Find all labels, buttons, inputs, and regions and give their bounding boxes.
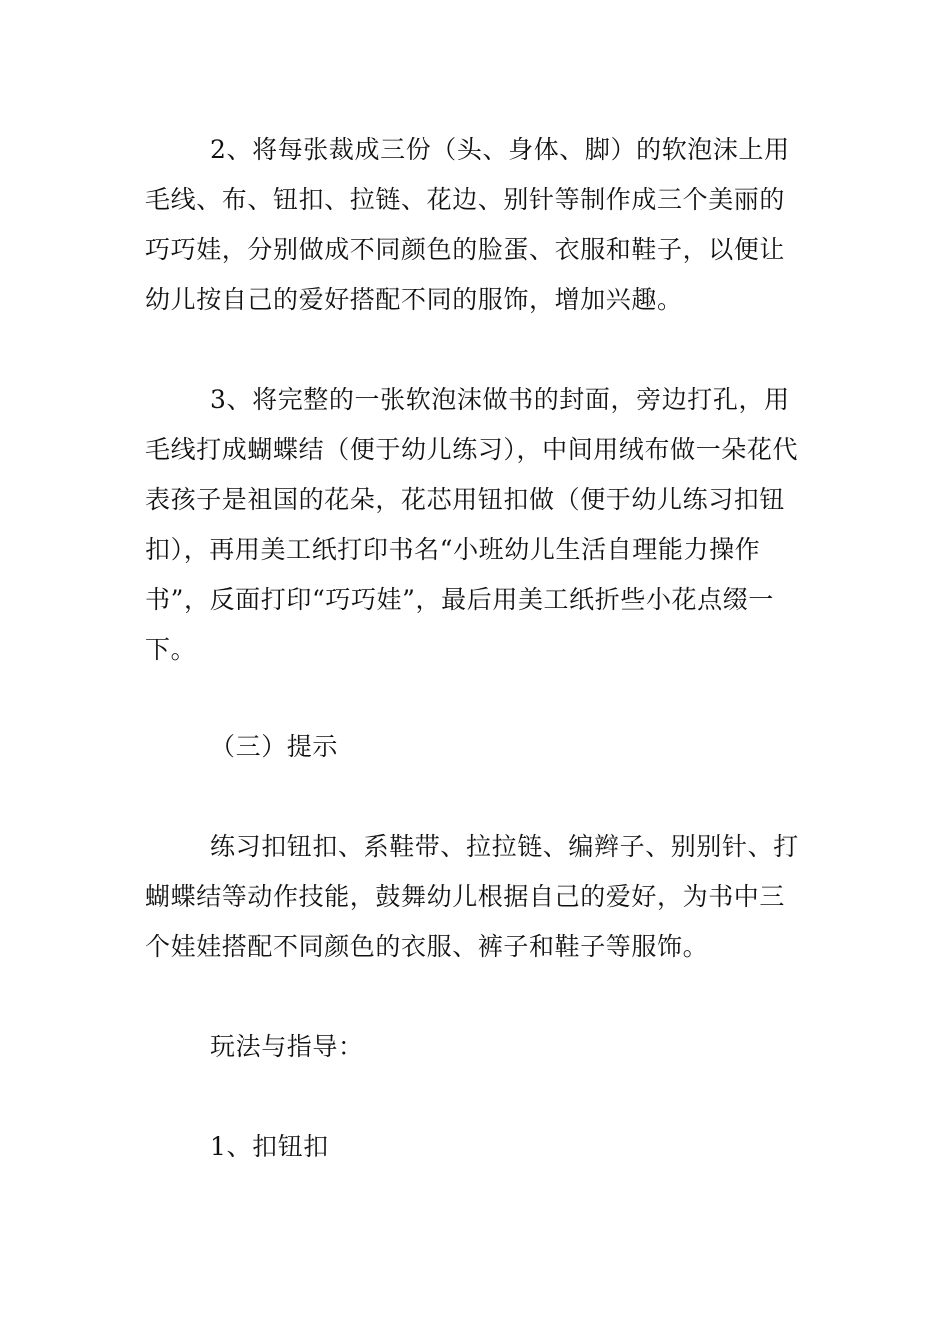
heading-button-fastening: 1、扣钮扣 bbox=[210, 1132, 329, 1161]
section-heading-tips: （三）提示 bbox=[210, 732, 339, 761]
paragraph-step-2: 2、将每张裁成三份（头、身体、脚）的软泡沫上用毛线、布、钮扣、拉链、花边、别针等制作成三个美丽的巧巧娃，分别做成不同颜色的脸蛋、衣服和鞋子，以便让幼儿按自己的爱好搭配不同的服饰，增加兴趣。 bbox=[145, 135, 790, 314]
paragraph-tips-body: 练习扣钮扣、系鞋带、拉拉链、编辫子、别别针、打蝴蝶结等动作技能，鼓舞幼儿根据自己的爱好，为书中三个娃娃搭配不同颜色的衣服、裤子和鞋子等服饰。 bbox=[145, 832, 799, 961]
heading-play-guide: 玩法与指导： bbox=[210, 1032, 364, 1061]
paragraph-step-3: 3、将完整的一张软泡沫做书的封面，旁边打孔，用毛线打成蝴蝶结（便于幼儿练习），中间用绒布做一朵花代表孩子是祖国的花朵，花芯用钮扣做（便于幼儿练习扣钮扣），再用美工纸打印书名“小班幼儿生活自理能力操作书”，反面打印“巧巧娃”，最后用美工纸折些小花点缀一下。 bbox=[145, 385, 799, 664]
